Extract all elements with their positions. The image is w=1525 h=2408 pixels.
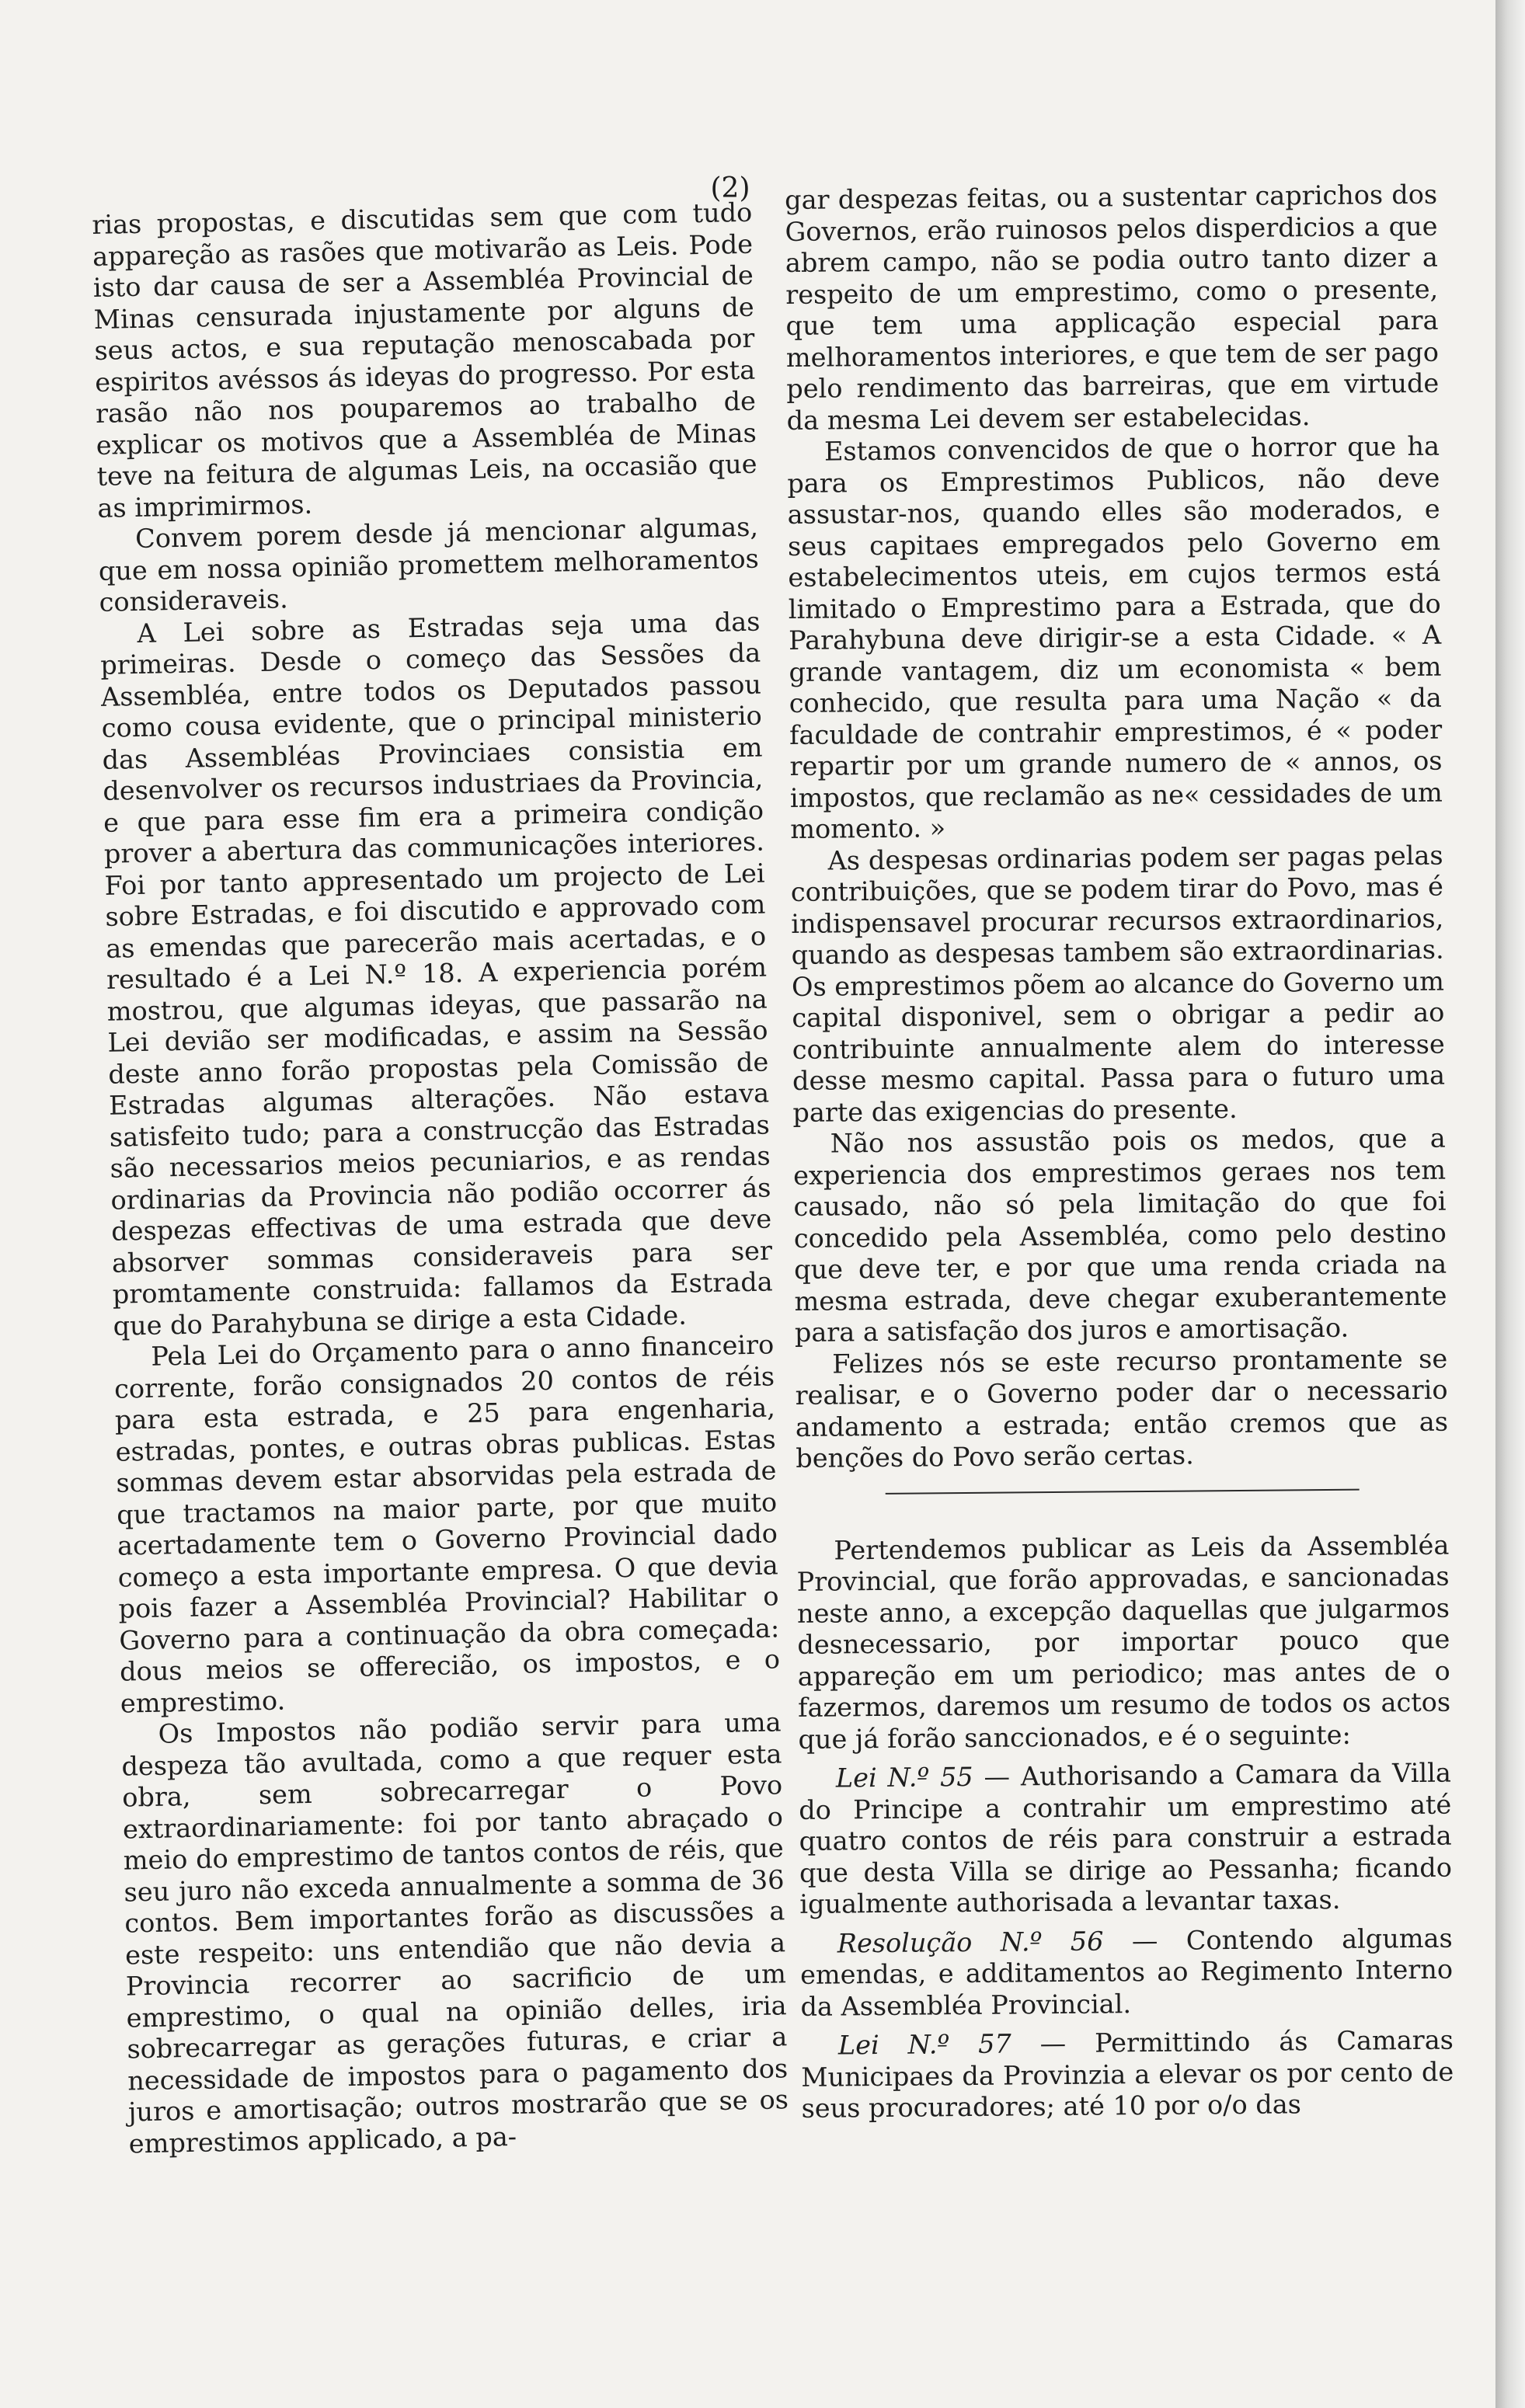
paragraph: As despesas ordinarias podem ser pagas pelas contribuições, que se podem tirar do Povo, mas é indispensavel procurar recursos extraordinarios, quando as despesas tambem são extraordinarias. Os emprestimos põem ao alcance do Governo um capital disponivel, sem o obrigar a pedir ao contribuinte annualmente alem do interesse desse mesmo capital. Passa para o futuro uma parte das exigencias do presente. xyxy=(790,840,1446,1128)
paragraph: A Lei sobre as Estradas seja uma das primeiras. Desde o começo das Sessões da Assembléa, entre todos os Deputados passou como cousa evidente, que o principal ministerio das Assembléas Provinciaes consistia em desenvolver os recursos industriaes da Provincia, e que para esse fim era a primeira condição prover a abertura das communicações interiores. Foi por tanto appresentado um projecto de Lei sobre Estradas, e foi discutido e approvado com as emendas que parecerão mais acertadas, e o resultado é a Lei N.º 18. A experiencia porém mostrou, que algumas ideyas, que passarão na Lei devião ser modificadas, e assim na Sessão deste anno forão propostas pela Comissão de Estradas algumas alterações. Não estava satisfeito tudo; para a construcção das Estradas são necessarios meios pecuniarios, e as rendas ordinarias da Provincia não podião occorrer ás despezas effectivas de uma estrada que deve absorver sommas consideraveis para ser promtamente construida: fallamos da Estrada que do Parahybuna se dirige a esta Cidade. xyxy=(99,606,774,1341)
paragraph: gar despezas feitas, ou a sustentar caprichos dos Governos, erão ruinosos pelos disperdicios a que abrem campo, não se podia outro tanto dizer a respeito de um emprestimo, como o presente, que tem uma applicação especial para melhoramentos interiores, e que tem de ser pago pelo rendimento das barreiras, que em virtude da mesma Lei devem ser estabelecidas. xyxy=(785,179,1440,436)
law-entry xyxy=(801,2025,1454,2125)
left-column xyxy=(92,197,789,2160)
law-entry xyxy=(800,1923,1454,2023)
section-divider xyxy=(886,1488,1360,1494)
law-text: — Permittindo ás Camaras Municipaes da Provinzia a elevar os por cento de seus procuradores; até 10 por o/o das xyxy=(801,2024,1454,2124)
paragraph: Estamos convencidos de que o horror que ha para os Emprestimos Publicos, não deve assustar-nos, quando elles são moderados, e seus capitaes empregados pelo Governo em estabelecimentos uteis, em cujos termos está limitado o Emprestimo para a Estrada, que do Parahybuna deve dirigir-se a esta Cidade. « A grande vantagem, diz um economista « bem conhecido, que resulta para uma Nação « da faculdade de contrahir emprestimos, é « poder repartir por um grande numero de « annos, os impostos, que reclamão as ne« cessidades de um momento. » xyxy=(787,430,1443,844)
law-label: Resolução N.º 56 xyxy=(837,1926,1104,1958)
paragraph: Felizes nós se este recurso prontamente se realisar, e o Governo poder dar o necessario andamento a estrada; então cremos que as benções do Povo serão certas. xyxy=(795,1343,1449,1474)
bleed-through-text xyxy=(963,101,1445,148)
paragraph: Pela Lei do Orçamento para o anno financeiro corrente, forão consignados 20 contos de réis para esta estrada, e 25 para engenharia, estradas, pontes, e outras obras publicas. Estas sommas devem estar absorvidas pela estrada de que tractamos na maior parte, por que muito acertadamente tem o Governo Provincial dado começo a esta importante empresa. O que devia pois fazer a Assembléa Provincial? Habilitar o Governo para a continuação da obra começada: dous meios se offerecião, os impostos, e o emprestimo. xyxy=(113,1329,781,1719)
law-label: Lei N.º 55 xyxy=(835,1761,973,1794)
law-text: — Contendo algumas emendas, e additamentos ao Regimento Interno da Assembléa Provincial. xyxy=(799,1923,1454,2022)
laws-intro: Pertendemos publicar as Leis da Assembléa Provincial, que forão approvadas, e sancionadas neste anno, a excepção daquellas que julgarmos desnecessario, por importar pouco que appareção em um periodico; mas antes de o fazermos, daremos um resumo de todos os actos que já forão sanccionados, e é o seguinte: xyxy=(796,1529,1451,1755)
law-label: Lei N.º 57 xyxy=(837,2028,1011,2061)
scan-edge xyxy=(1495,0,1525,2408)
right-column xyxy=(785,179,1454,2125)
paragraph: Convem porem desde já mencionar algumas, que em nossa opinião promettem melhoramentos consideraveis. xyxy=(98,511,760,618)
law-text: — Authorisando a Camara da Villa do Principe a contrahir um emprestimo até quatro contos de réis para construir a estrada que desta Villa se dirige ao Pessanha; ficando igualmente authorisada a levantar taxas. xyxy=(799,1757,1453,1919)
page-number: (2) xyxy=(710,172,750,204)
law-entry xyxy=(799,1758,1453,1921)
paragraph: Não nos assustão pois os medos, que a experiencia dos emprestimos geraes nos tem causado, não só pela limitação do que foi concedido pela Assembléa, como pelo destino que deve ter, e por que uma renda criada na mesma estrada, deve chegar exuberantemente para a satisfação dos juros e amortisação. xyxy=(792,1122,1447,1348)
paragraph: rias propostas, e discutidas sem que com tudo appareção as rasões que motivarão as Leis. Pode isto dar causa de ser a Assembléa Provincial de Minas censurada injustamente por alguns de seus actos, e sua reputação menoscabada por espiritos avéssos ás ideyas do progresso. Por esta rasão não nos pouparemos ao trabalho de explicar os motivos que a Assembléa de Minas teve na feitura de algumas Leis, na occasião que as imprimirmos. xyxy=(92,197,757,524)
paragraph: Os Impostos não podião servir para uma despeza tão avultada, como a que requer esta obra, sem sobrecarregar o Povo extraordinariamente: foi por tanto abraçado o meio do emprestimo de tantos contos de réis, que seu juro não exceda annualmente a somma de 36 contos. Bem importantes forão as discussões a este respeito: uns entendião que não devia a Provincia recorrer ao sacrificio de um emprestimo, o qual na opinião delles, iria sobrecarregar as gerações futuras, e criar a necessidade de impostos para o pagamento dos juros e amortisação; outros mostrarão que se os emprestimos applicado, a pa- xyxy=(121,1707,789,2159)
